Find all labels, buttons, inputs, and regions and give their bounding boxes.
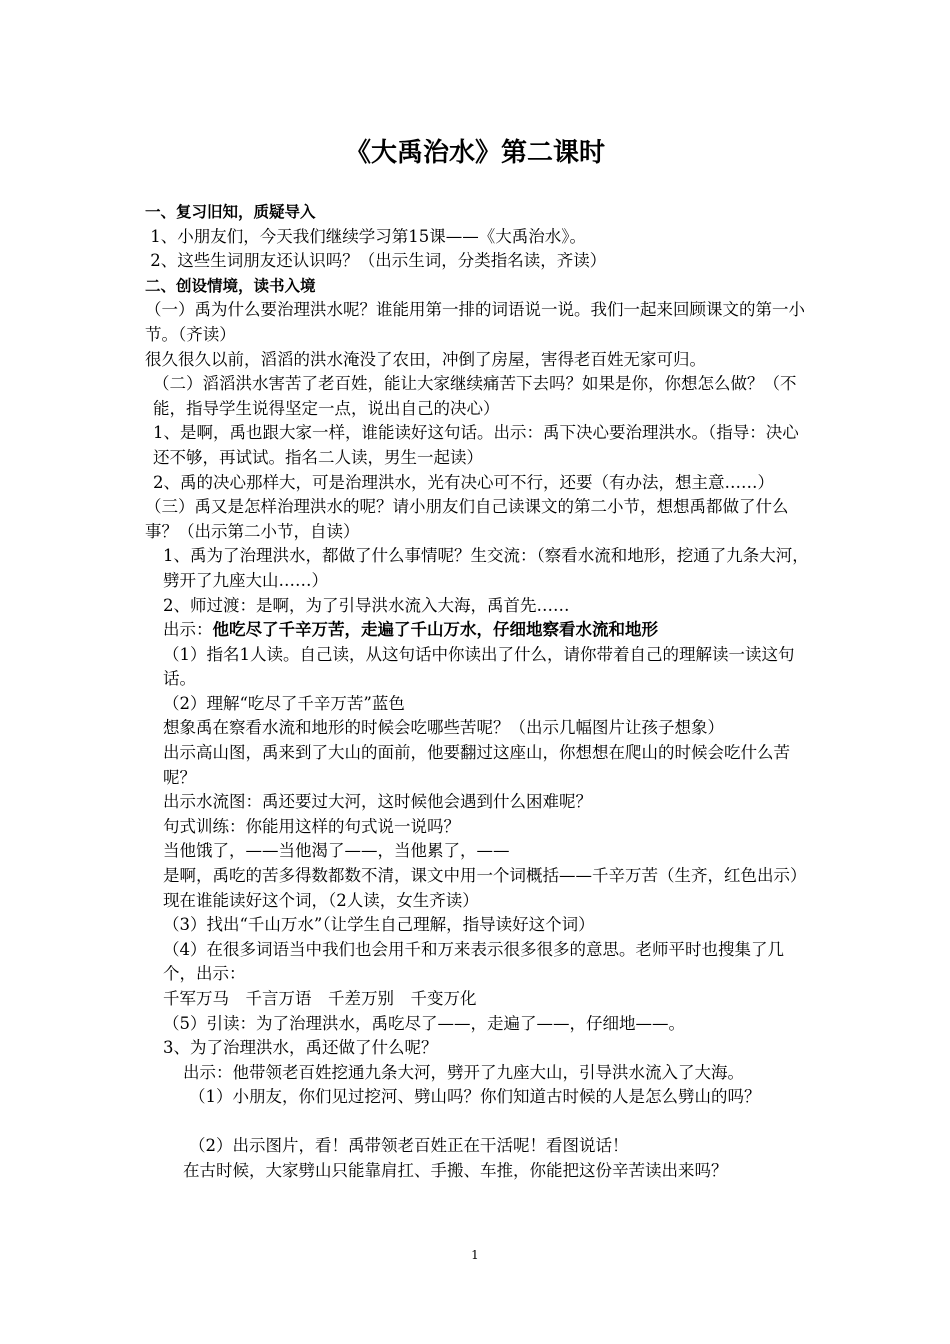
paragraph: 当他饿了，——当他渴了——，当他累了，—— [163,841,510,861]
paragraph: （1）小朋友，你们见过挖河、劈山吗？你们知道古时候的人是怎么劈山的吗？ [189,1087,761,1107]
show-label: 出示： [163,620,213,640]
section-heading: 一、复习旧知，质疑导入 [145,203,316,221]
paragraph: 出示高山图，禹来到了大山的面前，他要翻过这座山，你想想在爬山的时候会吃什么苦呢？ [163,743,790,787]
paragraph: （2）理解“吃尽了千辛万苦”蓝色 [163,693,405,713]
paragraph: （三）禹又是怎样治理洪水的呢？请小朋友们自己读课文的第二小节，想想禹都做了什么事？（出示第二小节，自读） [145,497,789,541]
paragraph: （5）引读：为了治理洪水，禹吃尽了——，走遍了——，仔细地——。 [163,1013,685,1033]
idiom-list: 千军万马 千言万语 千差万别 千变万化 [163,989,477,1008]
paragraph: （3）找出“千山万水”（让学生自己理解，指导读好这个词） [163,915,595,935]
paragraph: （2）出示图片，看！禹带领老百姓正在干活呢！看图说话！ [189,1135,629,1155]
paragraph: （4）在很多词语当中我们也会用千和万来表示很多很多的意思。老师平时也搜集了几个，出示： [163,939,784,984]
paragraph [145,618,810,643]
blank-line [145,1110,810,1134]
paragraph: 在古时候，大家劈山只能靠肩扛、手搬、车推，你能把这份辛苦读出来吗？ [183,1160,728,1180]
paragraph: （1）指名1人读。自己读，从这句话中你读出了什么，请你带着自己的理解读一读这句话。 [163,644,795,689]
paragraph: （二）滔滔洪水害苦了老百姓，能让大家继续痛苦下去吗？如果是你，你想怎么做？（不能，指导学生说得坚定一点，说出自己的决心） [153,374,797,418]
paragraph: 出示水流图：禹还要过大河，这时候他会遇到什么困难呢？ [163,792,592,812]
section-heading: 二、创设情境，读书入境 [145,276,316,295]
paragraph: 1、是啊，禹也跟大家一样，谁能读好这句话。出示：禹下决心要治理洪水。（指导：决心还不够，再试试。指名二人读，男生一起读） [153,423,799,467]
paragraph: 3、为了治理洪水，禹还做了什么呢？ [163,1038,438,1058]
paragraph: 句式训练：你能用这样的句式说一说吗？ [163,816,460,836]
paragraph: 2、禹的决心那样大，可是治理洪水，光有决心可不行，还要（有办法，想主意……） [153,472,774,492]
paragraph: 是啊，禹吃的苦多得数都数不清，课文中用一个词概括——千辛万苦（生齐，红色出示）现在谁能读好这个词，（2人读，女生齐读） [163,866,807,910]
paragraph: 想象禹在察看水流和地形的时候会吃哪些苦呢？（出示几幅图片让孩子想象） [163,718,724,738]
document-body [145,200,810,1183]
paragraph: （一）禹为什么要治理洪水呢？谁能用第一排的词语说一说。我们一起来回顾课文的第一小节。（齐读） [145,300,805,344]
paragraph: 很久很久以前，滔滔的洪水淹没了农田，冲倒了房屋，害得老百姓无家可归。 [145,349,706,369]
paragraph: 2、这些生词朋友还认识吗？（出示生词，分类指名读，齐读） [145,251,607,271]
page-number: 1 [471,1248,479,1262]
paragraph: 1、禹为了治理洪水，都做了什么事情呢？生交流：（察看水流和地形，挖通了九条大河，劈开了九座大山……） [163,546,809,590]
key-sentence: 他吃尽了千辛万苦，走遍了千山万水，仔细地察看水流和地形 [212,620,658,640]
page-title: 《大禹治水》第二课时 [344,138,605,168]
paragraph: 1、小朋友们，今天我们继续学习第15课——《大禹治水》。 [145,226,586,246]
paragraph: 出示：他带领老百姓挖通九条大河，劈开了九座大山，引导洪水流入了大海。 [183,1062,744,1082]
paragraph: 2、师过渡：是啊，为了引导洪水流入大海，禹首先…… [163,595,570,615]
